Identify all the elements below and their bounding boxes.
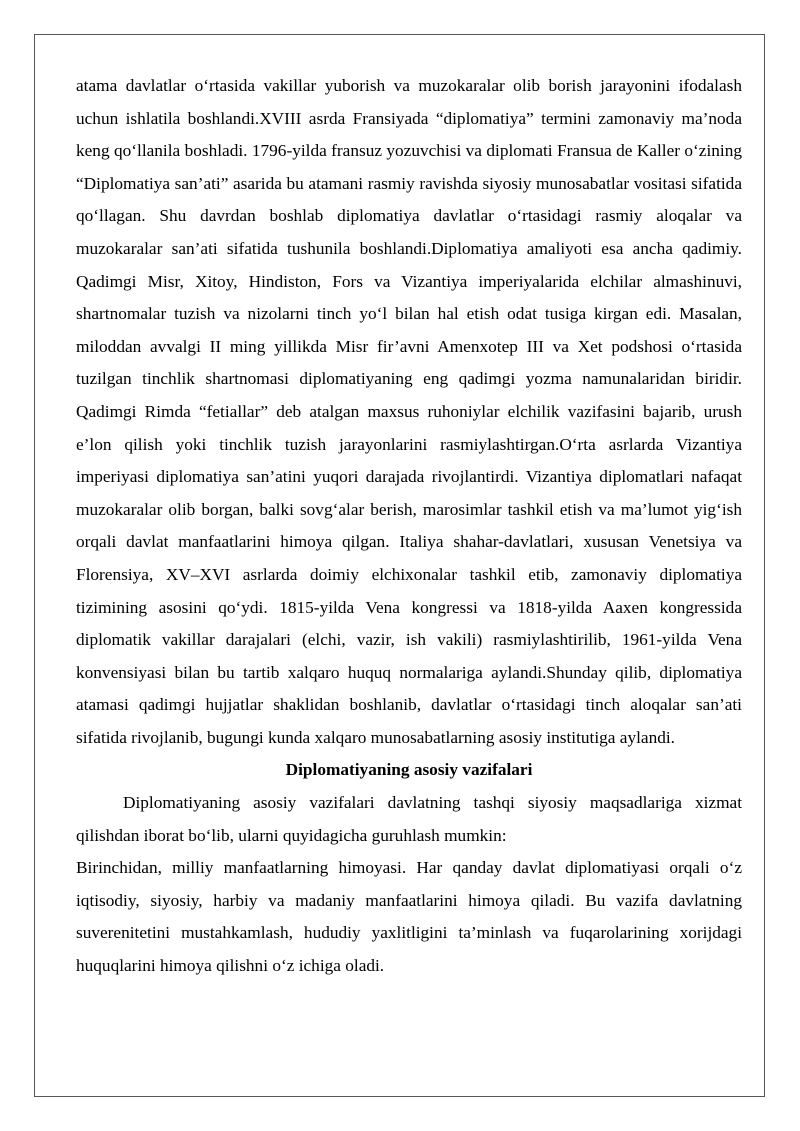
section-heading: Diplomatiyaning asosiy vazifalari [285, 760, 533, 780]
body-paragraph: atama davlatlar o‘rtasida vakillar yuborish va muzokaralar olib borish jarayonini ifodalash uchun ishlatila boshlandi.XVIII asrda Fransiyada “diplomatiya” termini zamonaviy ma’noda keng qo‘llanila boshladi. 1796-yilda fransuz yozuvchisi va diplomati Fransua de Kaller o‘zining “Diplomatiya san’ati” asarida bu atamani rasmiy ravishda siyosiy munosabatlar vositasi sifatida qo‘llagan. Shu davrdan boshlab diplomatiya davlatlar o‘rtasidagi rasmiy aloqalar va muzokaralar san’ati sifatida tushunila boshlandi.Diplomatiya amaliyoti esa ancha qadimiy. Qadimgi Misr, Xitoy, Hindiston, Fors va Vizantiya imperiyalarida elchilar almashinuvi, shartnomalar tuzish va nizolarni tinch yo‘l bilan hal etish odat tusiga kirgan edi. Masalan, miloddan avvalgi II ming yillikda Misr fir’avni Amenxotep III va Xet podshosi o‘rtasida tuzilgan tinchlik shartnomasi diplomatiyaning eng qadimgi yozma namunalaridan biridir. Qadimgi Rimda “fetiallar” deb atalgan maxsus ruhoniylar elchilik vazifasini bajarib, urush e’lon qilish yoki tinchlik tuzish jarayonlarini rasmiylashtirgan.O‘rta asrlarda Vizantiya imperiyasi diplomatiya san’atini yuqori darajada rivojlantirdi. Vizantiya diplomatlari nafaqat muzokaralar olib borgan, balki sovg‘alar berish, marosimlar tashkil etish va ma’lumot yig‘ish orqali davlat manfaatlarini himoya qilgan. Italiya shahar-davlatlari, xususan Venetsiya va Florensiya, XV–XVI asrlarda doimiy elchixonalar tashkil etib, zamonaviy diplomatiya tizimining asosini qo‘ydi. 1815-yilda Vena kongressi va 1818-yilda Aaxen kongressida diplomatik vakillar darajalari (elchi, vazir, ish vakili) rasmiylashtirilib, 1961-yilda Vena konvensiyasi bilan bu tartib xalqaro huquq normalariga aylandi.Shunday qilib, diplomatiya atamasi qadimgi hujjatlar shaklidan boshlanib, davlatlar o‘rtasidagi tinch aloqalar san’ati sifatida rivojlanib, bugungi kunda xalqaro munosabatlarning asosiy institutiga aylandi. [76, 76, 742, 747]
document-body [76, 70, 742, 983]
list-paragraph-first: Birinchidan, milliy manfaatlarning himoyasi. Har qanday davlat diplomatiyasi orqali o‘z iqtisodiy, siyosiy, harbiy va madaniy manfaatlarini himoya qiladi. Bu vazifa davlatning suverenitetini mustahkamlash, hududiy yaxlitligini ta’minlash va fuqarolarining xorijdagi huquqlarini himoya qilishni o‘z ichiga oladi. [76, 858, 742, 976]
intro-paragraph: Diplomatiyaning asosiy vazifalari davlatning tashqi siyosiy maqsadlariga xizmat qilishdan iborat bo‘lib, ularni quyidagicha guruhlash mumkin: [76, 793, 742, 845]
